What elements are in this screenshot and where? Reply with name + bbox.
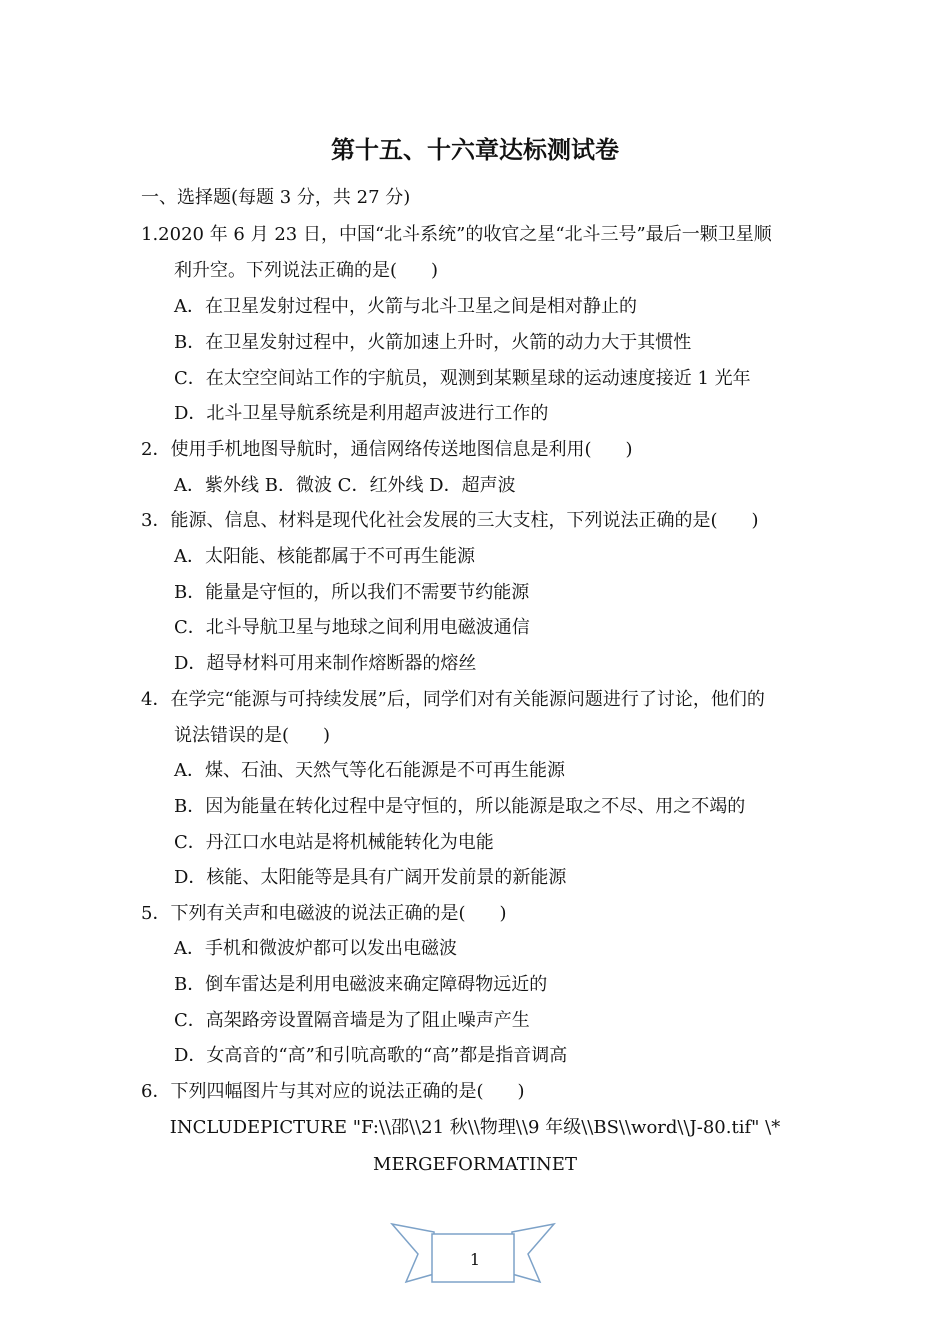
question-4-choice-c: C．丹江口水电站是将机械能转化为电能: [174, 832, 494, 853]
question-1-choice-b: B．在卫星发射过程中，火箭加速上升时，火箭的动力大于其惯性: [174, 332, 692, 353]
question-1-choice-a: A．在卫星发射过程中，火箭与北斗卫星之间是相对静止的: [174, 296, 637, 317]
question-4-choice-a: A．煤、石油、天然气等化石能源是不可再生能源: [174, 760, 565, 781]
section-heading: 一、选择题(每题 3 分，共 27 分): [141, 187, 411, 208]
question-6-stem: 6．下列四幅图片与其对应的说法正确的是( ): [141, 1081, 525, 1102]
question-1-choice-c: C．在太空空间站工作的宇航员，观测到某颗星球的运动速度接近 1 光年: [174, 368, 751, 389]
question-3-choice-b: B．能量是守恒的，所以我们不需要节约能源: [174, 582, 530, 603]
question-1-stem-line-2: 利升空。下列说法正确的是( ): [174, 260, 439, 281]
question-5-choice-a: A．手机和微波炉都可以发出电磁波: [174, 938, 457, 959]
question-5-stem: 5．下列有关声和电磁波的说法正确的是( ): [141, 903, 507, 924]
question-3-choice-d: D．超导材料可用来制作熔断器的熔丝: [174, 653, 477, 674]
field-code-line-2: MERGEFORMATINET: [373, 1154, 577, 1175]
question-5-choice-b: B．倒车雷达是利用电磁波来确定障碍物远近的: [174, 974, 548, 995]
question-3-choice-a: A．太阳能、核能都属于不可再生能源: [174, 546, 475, 567]
question-2-stem: 2．使用手机地图导航时，通信网络传送地图信息是利用( ): [141, 439, 633, 460]
question-1-choice-d: D．北斗卫星导航系统是利用超声波进行工作的: [174, 403, 549, 424]
question-1-stem-line-1: 1.2020 年 6 月 23 日，中国“北斗系统”的收官之星“北斗三号”最后一颗卫星顺: [141, 224, 772, 245]
question-4-stem-line-2: 说法错误的是( ): [174, 725, 331, 746]
field-code-line-1: INCLUDEPICTURE "F:\\邵\\21 秋\\物理\\9 年级\\BS\\word\\J-80.tif" \*: [169, 1117, 781, 1138]
question-4-choice-d: D．核能、太阳能等是具有广阔开发前景的新能源: [174, 867, 567, 888]
question-2-choices: A．紫外线 B．微波 C．红外线 D．超声波: [174, 475, 516, 496]
question-4-choice-b: B．因为能量在转化过程中是守恒的，所以能源是取之不尽、用之不竭的: [174, 796, 746, 817]
page-number: 1: [469, 1250, 481, 1269]
question-5-choice-d: D．女高音的“高”和引吭高歌的“高”都是指音调高: [174, 1045, 568, 1066]
question-4-stem-line-1: 4．在学完“能源与可持续发展”后，同学们对有关能源问题进行了讨论，他们的: [141, 689, 765, 710]
question-3-choice-c: C．北斗导航卫星与地球之间利用电磁波通信: [174, 617, 530, 638]
question-3-stem: 3．能源、信息、材料是现代化社会发展的三大支柱，下列说法正确的是( ): [141, 510, 759, 531]
page-title: 第十五、十六章达标测试卷: [331, 135, 619, 164]
question-5-choice-c: C．高架路旁设置隔音墙是为了阻止噪声产生: [174, 1010, 530, 1031]
